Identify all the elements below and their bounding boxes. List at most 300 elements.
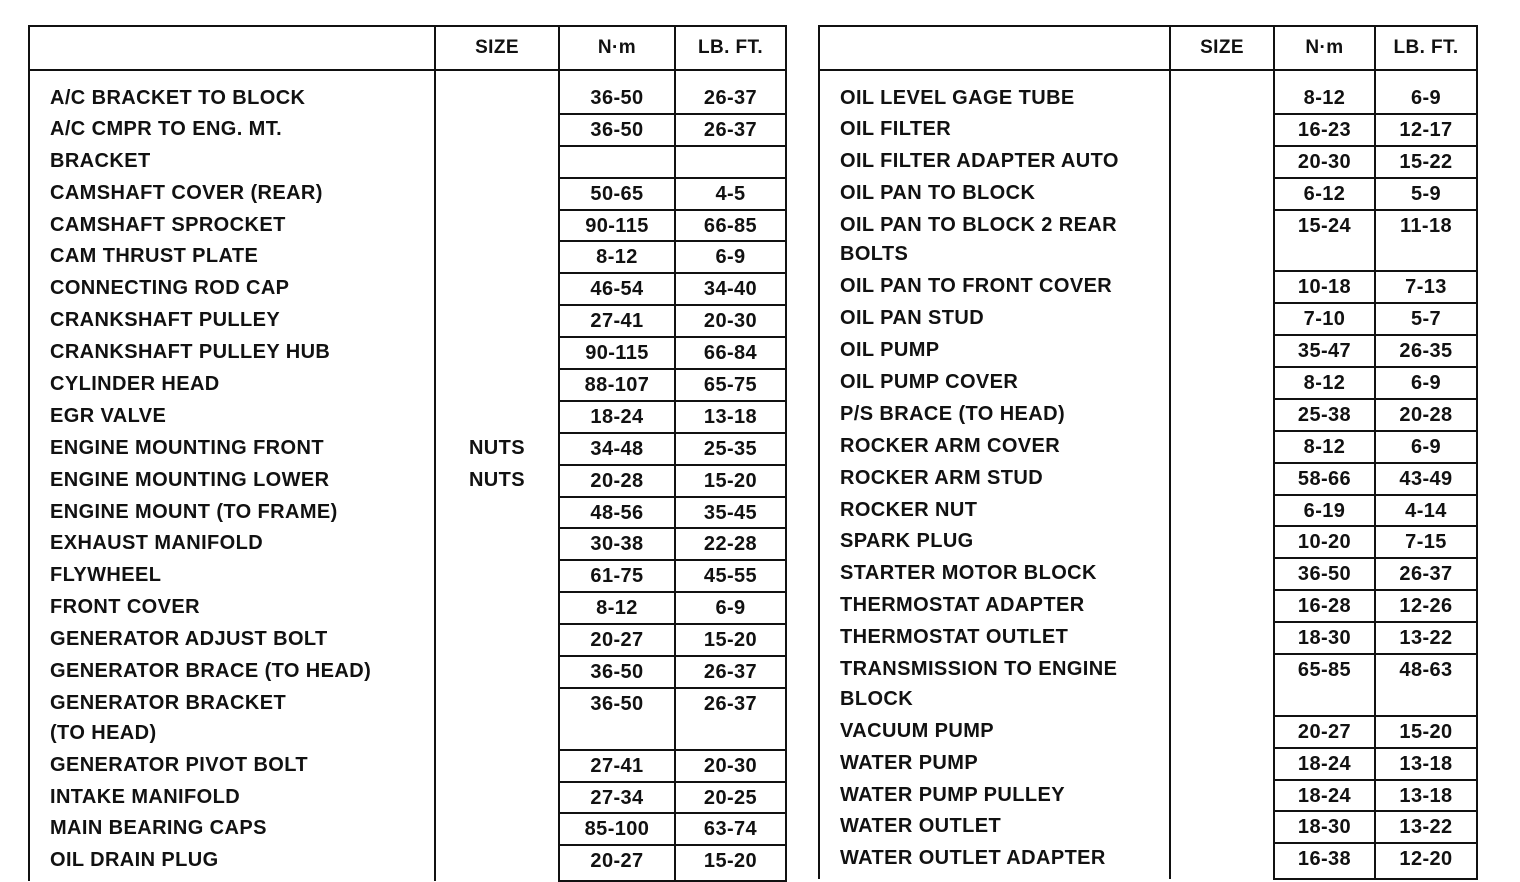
header-lbft: LB. FT. bbox=[675, 26, 786, 70]
part-name-line: ROCKER ARM STUD bbox=[840, 466, 1044, 489]
cell-lbft bbox=[675, 433, 786, 465]
cell-size bbox=[435, 401, 559, 433]
lbft-value: 26-37 bbox=[703, 118, 758, 141]
cell-size bbox=[435, 528, 559, 560]
cell-lbft bbox=[675, 273, 786, 305]
cell-size bbox=[1170, 210, 1274, 272]
cell-size bbox=[1170, 811, 1274, 843]
cell-lbft bbox=[1375, 114, 1477, 146]
cell-nm bbox=[1274, 335, 1375, 367]
cell-nm bbox=[559, 656, 675, 688]
cell-lbft bbox=[1375, 716, 1477, 748]
cell-nm bbox=[1274, 526, 1375, 558]
cell-part bbox=[29, 146, 435, 178]
cell-part bbox=[819, 558, 1170, 590]
part-name-line: INTAKE MANIFOLD bbox=[50, 785, 241, 808]
size-value bbox=[1171, 558, 1273, 588]
cell-lbft bbox=[1375, 590, 1477, 622]
cell-lbft bbox=[675, 178, 786, 210]
cell-lbft bbox=[1375, 780, 1477, 812]
cell-part bbox=[819, 114, 1170, 146]
part-name-line: FRONT COVER bbox=[50, 596, 200, 619]
part-name-line: ROCKER NUT bbox=[840, 498, 978, 521]
cell-lbft bbox=[1375, 70, 1477, 114]
cell-lbft bbox=[1375, 303, 1477, 335]
size-value bbox=[1171, 590, 1273, 620]
lbft-value: 26-35 bbox=[1399, 340, 1453, 363]
cell-nm bbox=[559, 210, 675, 242]
nm-value: 48-56 bbox=[590, 501, 644, 524]
cell-lbft bbox=[675, 813, 786, 845]
cell-nm bbox=[1274, 558, 1375, 590]
cell-size bbox=[1170, 335, 1274, 367]
table-row bbox=[29, 401, 786, 433]
nm-value: 27-41 bbox=[590, 754, 644, 777]
cell-nm bbox=[1274, 716, 1375, 748]
lbft-value: 7-15 bbox=[1405, 531, 1447, 554]
cell-size bbox=[435, 592, 559, 624]
lbft-value: 6-9 bbox=[1410, 87, 1442, 109]
cell-size bbox=[435, 178, 559, 210]
lbft-value: 20-28 bbox=[1399, 403, 1453, 426]
nm-value: 35-47 bbox=[1297, 340, 1352, 363]
table-row bbox=[29, 465, 786, 497]
table-row bbox=[819, 590, 1477, 622]
nm-value: 88-107 bbox=[584, 374, 650, 397]
cell-part bbox=[819, 780, 1170, 812]
nm-value: 18-24 bbox=[1297, 752, 1352, 775]
cell-nm bbox=[559, 845, 675, 881]
part-name-line: GENERATOR BRACE (TO HEAD) bbox=[50, 660, 372, 683]
size-value bbox=[1171, 780, 1273, 810]
nm-value: 36-50 bbox=[590, 692, 644, 715]
cell-nm bbox=[559, 305, 675, 337]
lbft-value: 63-74 bbox=[703, 818, 758, 841]
cell-nm bbox=[1274, 271, 1375, 303]
cell-size bbox=[435, 465, 559, 497]
cell-lbft bbox=[1375, 843, 1477, 879]
lbft-value: 15-20 bbox=[703, 629, 758, 652]
cell-part bbox=[819, 367, 1170, 399]
cell-size bbox=[1170, 654, 1274, 716]
nm-value: 6-12 bbox=[1303, 182, 1346, 205]
size-value bbox=[436, 750, 558, 780]
lbft-value: 12-20 bbox=[1399, 848, 1453, 871]
table-row bbox=[819, 70, 1477, 114]
cell-lbft bbox=[675, 782, 786, 814]
table-row bbox=[819, 210, 1477, 272]
cell-part bbox=[819, 431, 1170, 463]
cell-part bbox=[29, 401, 435, 433]
cell-nm bbox=[1274, 843, 1375, 879]
cell-part bbox=[29, 305, 435, 337]
cell-lbft bbox=[675, 592, 786, 624]
header-part bbox=[819, 26, 1170, 70]
size-value bbox=[1171, 399, 1273, 429]
cell-nm bbox=[559, 114, 675, 146]
nm-value: 8-12 bbox=[1303, 435, 1346, 458]
part-name-line: CAMSHAFT COVER (REAR) bbox=[50, 181, 323, 204]
part-name-line: THERMOSTAT ADAPTER bbox=[840, 594, 1085, 617]
nm-value: 90-115 bbox=[585, 214, 649, 237]
size-value bbox=[1171, 83, 1273, 113]
part-name-line: OIL PAN STUD bbox=[840, 307, 985, 330]
header-size: SIZE bbox=[435, 26, 559, 70]
cell-lbft bbox=[675, 465, 786, 497]
table-row bbox=[819, 178, 1477, 210]
cell-size bbox=[435, 305, 559, 337]
part-name-line: OIL LEVEL GAGE TUBE bbox=[840, 87, 1075, 109]
table-row bbox=[819, 463, 1477, 495]
table-row bbox=[29, 146, 786, 178]
cell-nm bbox=[559, 592, 675, 624]
size-value bbox=[1171, 303, 1273, 333]
cell-lbft bbox=[1375, 558, 1477, 590]
nm-value: 20-27 bbox=[590, 850, 644, 873]
cell-nm bbox=[559, 273, 675, 305]
cell-size bbox=[1170, 431, 1274, 463]
size-value bbox=[436, 146, 558, 176]
size-value bbox=[1171, 526, 1273, 556]
table-row bbox=[819, 558, 1477, 590]
size-value bbox=[1171, 114, 1273, 144]
part-name-line: MAIN BEARING CAPS bbox=[50, 817, 267, 840]
nm-value: 34-48 bbox=[590, 437, 644, 460]
cell-size bbox=[435, 210, 559, 242]
header-nm: N·m bbox=[1274, 26, 1375, 70]
table-row bbox=[29, 560, 786, 592]
table-row bbox=[819, 431, 1477, 463]
cell-nm bbox=[559, 560, 675, 592]
size-value bbox=[1171, 495, 1273, 525]
nm-value: 8-12 bbox=[596, 597, 638, 620]
cell-size bbox=[1170, 780, 1274, 812]
cell-lbft bbox=[1375, 526, 1477, 558]
table-row bbox=[819, 780, 1477, 812]
cell-lbft bbox=[675, 241, 786, 273]
cell-part bbox=[29, 782, 435, 814]
part-name-line: OIL PAN TO BLOCK bbox=[840, 181, 1036, 204]
cell-nm bbox=[1274, 70, 1375, 114]
part-name-line: CYLINDER HEAD bbox=[50, 373, 220, 396]
cell-size bbox=[1170, 622, 1274, 654]
part-name-line: SPARK PLUG bbox=[840, 530, 974, 553]
cell-part bbox=[819, 590, 1170, 622]
cell-size bbox=[1170, 843, 1274, 879]
table-row bbox=[29, 70, 786, 114]
cell-size bbox=[435, 656, 559, 688]
cell-size bbox=[435, 273, 559, 305]
cell-size bbox=[1170, 146, 1274, 178]
cell-part bbox=[819, 210, 1170, 272]
cell-part bbox=[29, 369, 435, 401]
cell-part bbox=[29, 813, 435, 845]
size-value bbox=[1171, 210, 1273, 240]
lbft-value: 22-28 bbox=[703, 533, 758, 556]
lbft-value: 12-26 bbox=[1399, 595, 1453, 618]
part-name-line: THERMOSTAT OUTLET bbox=[840, 626, 1069, 649]
table-row bbox=[29, 369, 786, 401]
nm-value: 6-19 bbox=[1303, 499, 1346, 522]
cell-part bbox=[29, 465, 435, 497]
cell-size bbox=[435, 337, 559, 369]
size-value: NUTS bbox=[468, 468, 526, 491]
cell-part bbox=[29, 241, 435, 273]
header-size: SIZE bbox=[1170, 26, 1274, 70]
cell-nm bbox=[1274, 780, 1375, 812]
cell-part bbox=[29, 210, 435, 242]
lbft-value: 48-63 bbox=[1399, 659, 1453, 682]
part-name-line: CONNECTING ROD CAP bbox=[50, 277, 290, 300]
lbft-value: 25-35 bbox=[703, 437, 758, 460]
size-value bbox=[436, 178, 558, 208]
part-name-line: STARTER MOTOR BLOCK bbox=[840, 562, 1097, 585]
cell-nm bbox=[559, 178, 675, 210]
lbft-value: 20-30 bbox=[703, 754, 758, 777]
part-name-line: OIL PAN TO FRONT COVER bbox=[840, 275, 1113, 298]
part-name-line: P/S BRACE (TO HEAD) bbox=[840, 402, 1066, 425]
cell-size bbox=[1170, 463, 1274, 495]
cell-nm bbox=[559, 688, 675, 750]
header-part bbox=[29, 26, 435, 70]
lbft-value: 4-14 bbox=[1405, 499, 1447, 522]
table-row bbox=[819, 399, 1477, 431]
lbft-value: 45-55 bbox=[703, 565, 758, 588]
nm-value: 36-50 bbox=[590, 661, 644, 684]
nm-value: 10-20 bbox=[1297, 531, 1352, 554]
table-row bbox=[29, 305, 786, 337]
torque-table-right bbox=[818, 25, 1478, 880]
table-row bbox=[819, 367, 1477, 399]
part-name-line: BOLTS bbox=[840, 243, 909, 266]
lbft-value: 4-5 bbox=[715, 182, 746, 205]
lbft-value: 11-18 bbox=[1399, 214, 1453, 237]
table-body-left bbox=[29, 70, 786, 881]
cell-lbft bbox=[675, 146, 786, 178]
table-row bbox=[29, 528, 786, 560]
table-row bbox=[29, 845, 786, 881]
cell-part bbox=[29, 70, 435, 114]
lbft-value: 35-45 bbox=[703, 501, 758, 524]
cell-part bbox=[29, 688, 435, 750]
cell-part bbox=[819, 654, 1170, 716]
nm-value: 18-30 bbox=[1297, 627, 1352, 650]
cell-size bbox=[435, 146, 559, 178]
size-value bbox=[436, 210, 558, 240]
nm-value: 15-24 bbox=[1297, 214, 1352, 237]
part-name-line: WATER OUTLET bbox=[840, 815, 1002, 838]
lbft-value: 15-20 bbox=[703, 469, 758, 492]
cell-part bbox=[29, 624, 435, 656]
cell-nm bbox=[1274, 654, 1375, 716]
cell-size bbox=[435, 624, 559, 656]
lbft-value: 20-25 bbox=[703, 786, 758, 809]
cell-lbft bbox=[1375, 654, 1477, 716]
cell-lbft bbox=[675, 401, 786, 433]
cell-part bbox=[29, 178, 435, 210]
size-value bbox=[1171, 367, 1273, 397]
cell-lbft bbox=[675, 560, 786, 592]
part-name-line: TRANSMISSION TO ENGINE bbox=[840, 658, 1118, 681]
cell-nm bbox=[559, 624, 675, 656]
cell-nm bbox=[559, 337, 675, 369]
cell-nm bbox=[1274, 146, 1375, 178]
cell-nm bbox=[559, 433, 675, 465]
cell-lbft bbox=[675, 656, 786, 688]
part-name-line: (TO HEAD) bbox=[50, 721, 157, 744]
table-row bbox=[29, 178, 786, 210]
cell-nm bbox=[1274, 303, 1375, 335]
cell-size bbox=[1170, 526, 1274, 558]
lbft-value: 26-37 bbox=[703, 87, 758, 109]
cell-size bbox=[1170, 367, 1274, 399]
nm-value: 85-100 bbox=[584, 818, 650, 841]
cell-size bbox=[1170, 399, 1274, 431]
cell-lbft bbox=[675, 70, 786, 114]
table-row bbox=[29, 337, 786, 369]
cell-size bbox=[435, 750, 559, 782]
cell-nm bbox=[1274, 114, 1375, 146]
nm-value: 8-12 bbox=[1303, 372, 1346, 395]
cell-size bbox=[435, 688, 559, 750]
size-value bbox=[436, 83, 558, 113]
part-name-line: WATER OUTLET ADAPTER bbox=[840, 847, 1106, 870]
cell-lbft bbox=[675, 528, 786, 560]
cell-part bbox=[29, 497, 435, 529]
cell-lbft bbox=[675, 305, 786, 337]
lbft-value: 5-7 bbox=[1410, 308, 1442, 331]
size-value bbox=[1171, 463, 1273, 493]
cell-lbft bbox=[1375, 748, 1477, 780]
nm-value: 16-23 bbox=[1297, 118, 1352, 141]
size-value bbox=[436, 305, 558, 335]
cell-nm bbox=[559, 750, 675, 782]
cell-lbft bbox=[675, 750, 786, 782]
cell-part bbox=[819, 495, 1170, 527]
lbft-value: 13-18 bbox=[1399, 752, 1453, 775]
cell-nm bbox=[1274, 210, 1375, 272]
lbft-value: 34-40 bbox=[703, 278, 758, 301]
nm-value: 50-65 bbox=[590, 182, 644, 205]
cell-lbft bbox=[1375, 399, 1477, 431]
size-value bbox=[436, 688, 558, 718]
lbft-value: 20-30 bbox=[703, 310, 758, 333]
table-row bbox=[29, 210, 786, 242]
part-name-line: OIL FILTER bbox=[840, 117, 952, 140]
cell-size bbox=[435, 782, 559, 814]
cell-size bbox=[1170, 558, 1274, 590]
cell-part bbox=[819, 622, 1170, 654]
cell-part bbox=[29, 528, 435, 560]
nm-value: 16-38 bbox=[1297, 848, 1352, 871]
cell-size bbox=[435, 369, 559, 401]
cell-size bbox=[435, 813, 559, 845]
cell-nm bbox=[1274, 622, 1375, 654]
part-name-line: CAM THRUST PLATE bbox=[50, 245, 259, 268]
part-name-line: WATER PUMP bbox=[840, 751, 979, 774]
cell-nm bbox=[1274, 463, 1375, 495]
size-value bbox=[1171, 716, 1273, 746]
table-row bbox=[29, 273, 786, 305]
table-row bbox=[819, 716, 1477, 748]
nm-value: 8-12 bbox=[596, 246, 638, 269]
table-row bbox=[29, 592, 786, 624]
cell-lbft bbox=[675, 624, 786, 656]
part-name-line: FLYWHEEL bbox=[50, 564, 162, 587]
size-value bbox=[436, 592, 558, 622]
size-value bbox=[436, 337, 558, 367]
cell-nm bbox=[1274, 367, 1375, 399]
lbft-value: 7-13 bbox=[1405, 276, 1447, 299]
cell-nm bbox=[559, 369, 675, 401]
nm-value: 18-30 bbox=[1297, 816, 1352, 839]
part-name-line: GENERATOR PIVOT BOLT bbox=[50, 753, 309, 776]
table-row bbox=[819, 271, 1477, 303]
lbft-value: 13-18 bbox=[1399, 784, 1453, 807]
lbft-value: 66-84 bbox=[703, 342, 758, 365]
lbft-value: 13-22 bbox=[1399, 816, 1453, 839]
lbft-value: 15-22 bbox=[1399, 150, 1453, 173]
part-name-line: VACUUM PUMP bbox=[840, 719, 995, 742]
cell-part bbox=[819, 716, 1170, 748]
lbft-value: 26-37 bbox=[703, 692, 758, 715]
cell-part bbox=[819, 335, 1170, 367]
part-name-line: ENGINE MOUNTING FRONT bbox=[50, 436, 324, 459]
lbft-value bbox=[676, 147, 785, 177]
nm-value: 27-34 bbox=[590, 786, 644, 809]
nm-value: 65-85 bbox=[1297, 659, 1352, 682]
nm-value: 46-54 bbox=[590, 278, 644, 301]
torque-table-left bbox=[28, 25, 787, 882]
cell-nm bbox=[559, 528, 675, 560]
cell-part bbox=[29, 560, 435, 592]
nm-value: 20-30 bbox=[1297, 150, 1352, 173]
table-row bbox=[29, 813, 786, 845]
cell-lbft bbox=[1375, 335, 1477, 367]
lbft-value: 6-9 bbox=[1410, 435, 1442, 458]
size-value bbox=[436, 273, 558, 303]
size-value bbox=[436, 241, 558, 271]
cell-part bbox=[819, 463, 1170, 495]
size-value bbox=[436, 813, 558, 843]
cell-size bbox=[1170, 748, 1274, 780]
part-name-line: EXHAUST MANIFOLD bbox=[50, 532, 264, 555]
lbft-value: 65-75 bbox=[703, 374, 758, 397]
lbft-value: 6-9 bbox=[1410, 372, 1442, 395]
cell-nm bbox=[559, 497, 675, 529]
cell-lbft bbox=[1375, 210, 1477, 272]
table-row bbox=[819, 843, 1477, 879]
nm-value: 7-10 bbox=[1303, 308, 1346, 331]
part-name-line: CRANKSHAFT PULLEY HUB bbox=[50, 341, 331, 364]
size-value bbox=[436, 528, 558, 558]
cell-lbft bbox=[1375, 811, 1477, 843]
cell-part bbox=[29, 656, 435, 688]
part-name-line: EGR VALVE bbox=[50, 404, 167, 427]
nm-value: 36-50 bbox=[590, 87, 644, 109]
cell-size bbox=[435, 114, 559, 146]
part-name-line: GENERATOR BRACKET bbox=[50, 691, 287, 714]
lbft-value: 13-22 bbox=[1399, 627, 1453, 650]
cell-nm bbox=[559, 70, 675, 114]
part-name-line: OIL FILTER ADAPTER AUTO bbox=[840, 149, 1119, 172]
nm-value: 20-27 bbox=[590, 629, 644, 652]
cell-part bbox=[819, 146, 1170, 178]
cell-part bbox=[819, 303, 1170, 335]
table-row bbox=[819, 335, 1477, 367]
table-row bbox=[29, 624, 786, 656]
size-value bbox=[436, 401, 558, 431]
